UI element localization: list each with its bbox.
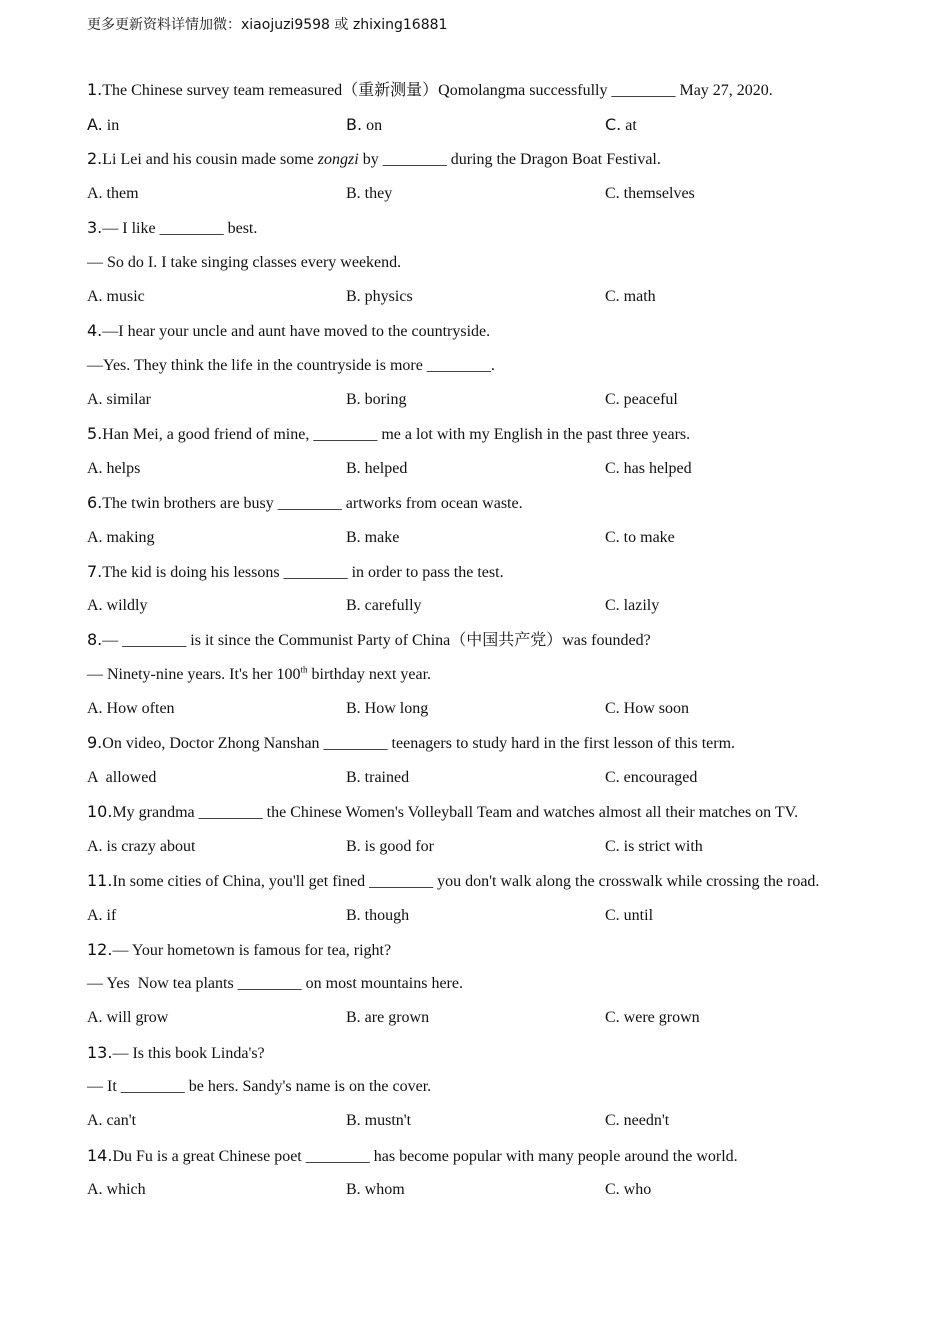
question-number: 9.	[87, 733, 103, 752]
option-a: A. them	[87, 185, 139, 202]
question-number: 7.	[87, 562, 103, 581]
question-number: 13.	[87, 1043, 113, 1062]
option-c: C. peaceful	[605, 391, 678, 408]
question-number: 2.	[87, 149, 103, 168]
option-a: A. similar	[87, 391, 151, 408]
option-a: A. which	[87, 1181, 146, 1198]
question-7: 7.The kid is doing his lessons ________ in order to pass the test.	[87, 562, 504, 581]
question-4-reply: —Yes. They think the life in the countryside is more ________.	[87, 357, 495, 374]
option-a: A. if	[87, 907, 117, 924]
option-c: C. is strict with	[605, 838, 703, 855]
option-b: B. on	[346, 115, 383, 134]
option-c: C. How soon	[605, 700, 690, 717]
option-c: C. lazily	[605, 597, 660, 614]
question-6: 6.The twin brothers are busy ________ artworks from ocean waste.	[87, 493, 523, 512]
option-b: B. is good for	[346, 838, 434, 855]
option-c: C. has helped	[605, 460, 692, 477]
option-c: C. encouraged	[605, 769, 698, 786]
option-b: B. are grown	[346, 1009, 430, 1026]
question-3-reply: — So do I. I take singing classes every weekend.	[87, 254, 402, 271]
question-13-reply: — It ________ be hers. Sandy's name is on the cover.	[87, 1078, 432, 1095]
question-12-reply: — Yes Now tea plants ________ on most mountains here.	[87, 975, 463, 992]
question-number: 4.	[87, 321, 103, 340]
question-number: 12.	[87, 940, 113, 959]
option-a: A. will grow	[87, 1009, 169, 1026]
option-c: C. themselves	[605, 185, 695, 202]
option-c: C. math	[605, 288, 656, 305]
question-number: 5.	[87, 424, 103, 443]
option-b: B. carefully	[346, 597, 422, 614]
header-note: 更多更新资料详情加微：xiaojuzi9598 或 zhixing16881	[87, 17, 448, 33]
question-12: 12.— Your hometown is famous for tea, right?	[87, 940, 392, 959]
option-a: A. is crazy about	[87, 838, 196, 855]
question-11: 11.In some cities of China, you'll get fined ________ you don't walk along the crosswalk while crossing the road.	[87, 871, 820, 890]
option-a: A. can't	[87, 1112, 137, 1129]
question-text: The Chinese survey team remeasured（重新测量）Qomolangma successfully ________ May 27, 2020.	[102, 82, 773, 99]
option-c: C. who	[605, 1181, 652, 1198]
option-a: A. making	[87, 529, 155, 546]
option-b: B. helped	[346, 460, 408, 477]
option-a: A. in	[87, 115, 120, 134]
question-number: 6.	[87, 493, 103, 512]
question-10: 10.My grandma ________ the Chinese Women's Volleyball Team and watches almost all their matches on TV.	[87, 802, 799, 821]
question-number: 10.	[87, 802, 113, 821]
question-13: 13.— Is this book Linda's?	[87, 1043, 265, 1062]
option-b: B. whom	[346, 1181, 405, 1198]
option-c: C. until	[605, 907, 654, 924]
option-c: C. needn't	[605, 1112, 670, 1129]
option-b: B. physics	[346, 288, 413, 305]
option-a: A. helps	[87, 460, 141, 477]
option-c: C. were grown	[605, 1009, 700, 1026]
option-b: B. though	[346, 907, 410, 924]
question-4: 4.—I hear your uncle and aunt have moved to the countryside.	[87, 321, 491, 340]
option-b: B. How long	[346, 700, 429, 717]
option-c: C. to make	[605, 529, 675, 546]
option-a: A. How often	[87, 700, 175, 717]
question-3: 3.— I like ________ best.	[87, 218, 258, 237]
option-a: A allowed	[87, 769, 157, 786]
question-8-reply: — Ninety-nine years. It's her 100th birthday next year.	[87, 664, 432, 683]
question-8: 8.— ________ is it since the Communist Party of China（中国共产党）was founded?	[87, 630, 651, 649]
question-number: 1.	[87, 80, 103, 99]
question-5: 5.Han Mei, a good friend of mine, ________ me a lot with my English in the past three years.	[87, 424, 691, 443]
question-9: 9.On video, Doctor Zhong Nanshan ________ teenagers to study hard in the first lesson of this term.	[87, 733, 736, 752]
question-number: 3.	[87, 218, 103, 237]
italic-term: zongzi	[317, 151, 359, 168]
question-2: 2.Li Lei and his cousin made some zongzi by ________ during the Dragon Boat Festival.	[87, 149, 661, 168]
option-a: A. music	[87, 288, 145, 305]
question-number: 11.	[87, 871, 113, 890]
option-a: A. wildly	[87, 597, 148, 614]
option-b: B. boring	[346, 391, 407, 408]
option-b: B. trained	[346, 769, 410, 786]
question-number: 14.	[87, 1146, 113, 1165]
question-number: 8.	[87, 630, 103, 649]
option-b: B. they	[346, 185, 393, 202]
option-c: C. at	[605, 115, 637, 134]
option-b: B. mustn't	[346, 1112, 412, 1129]
option-b: B. make	[346, 529, 400, 546]
question-1	[87, 80, 773, 101]
question-14: 14.Du Fu is a great Chinese poet ________ has become popular with many people around the world.	[87, 1146, 738, 1165]
